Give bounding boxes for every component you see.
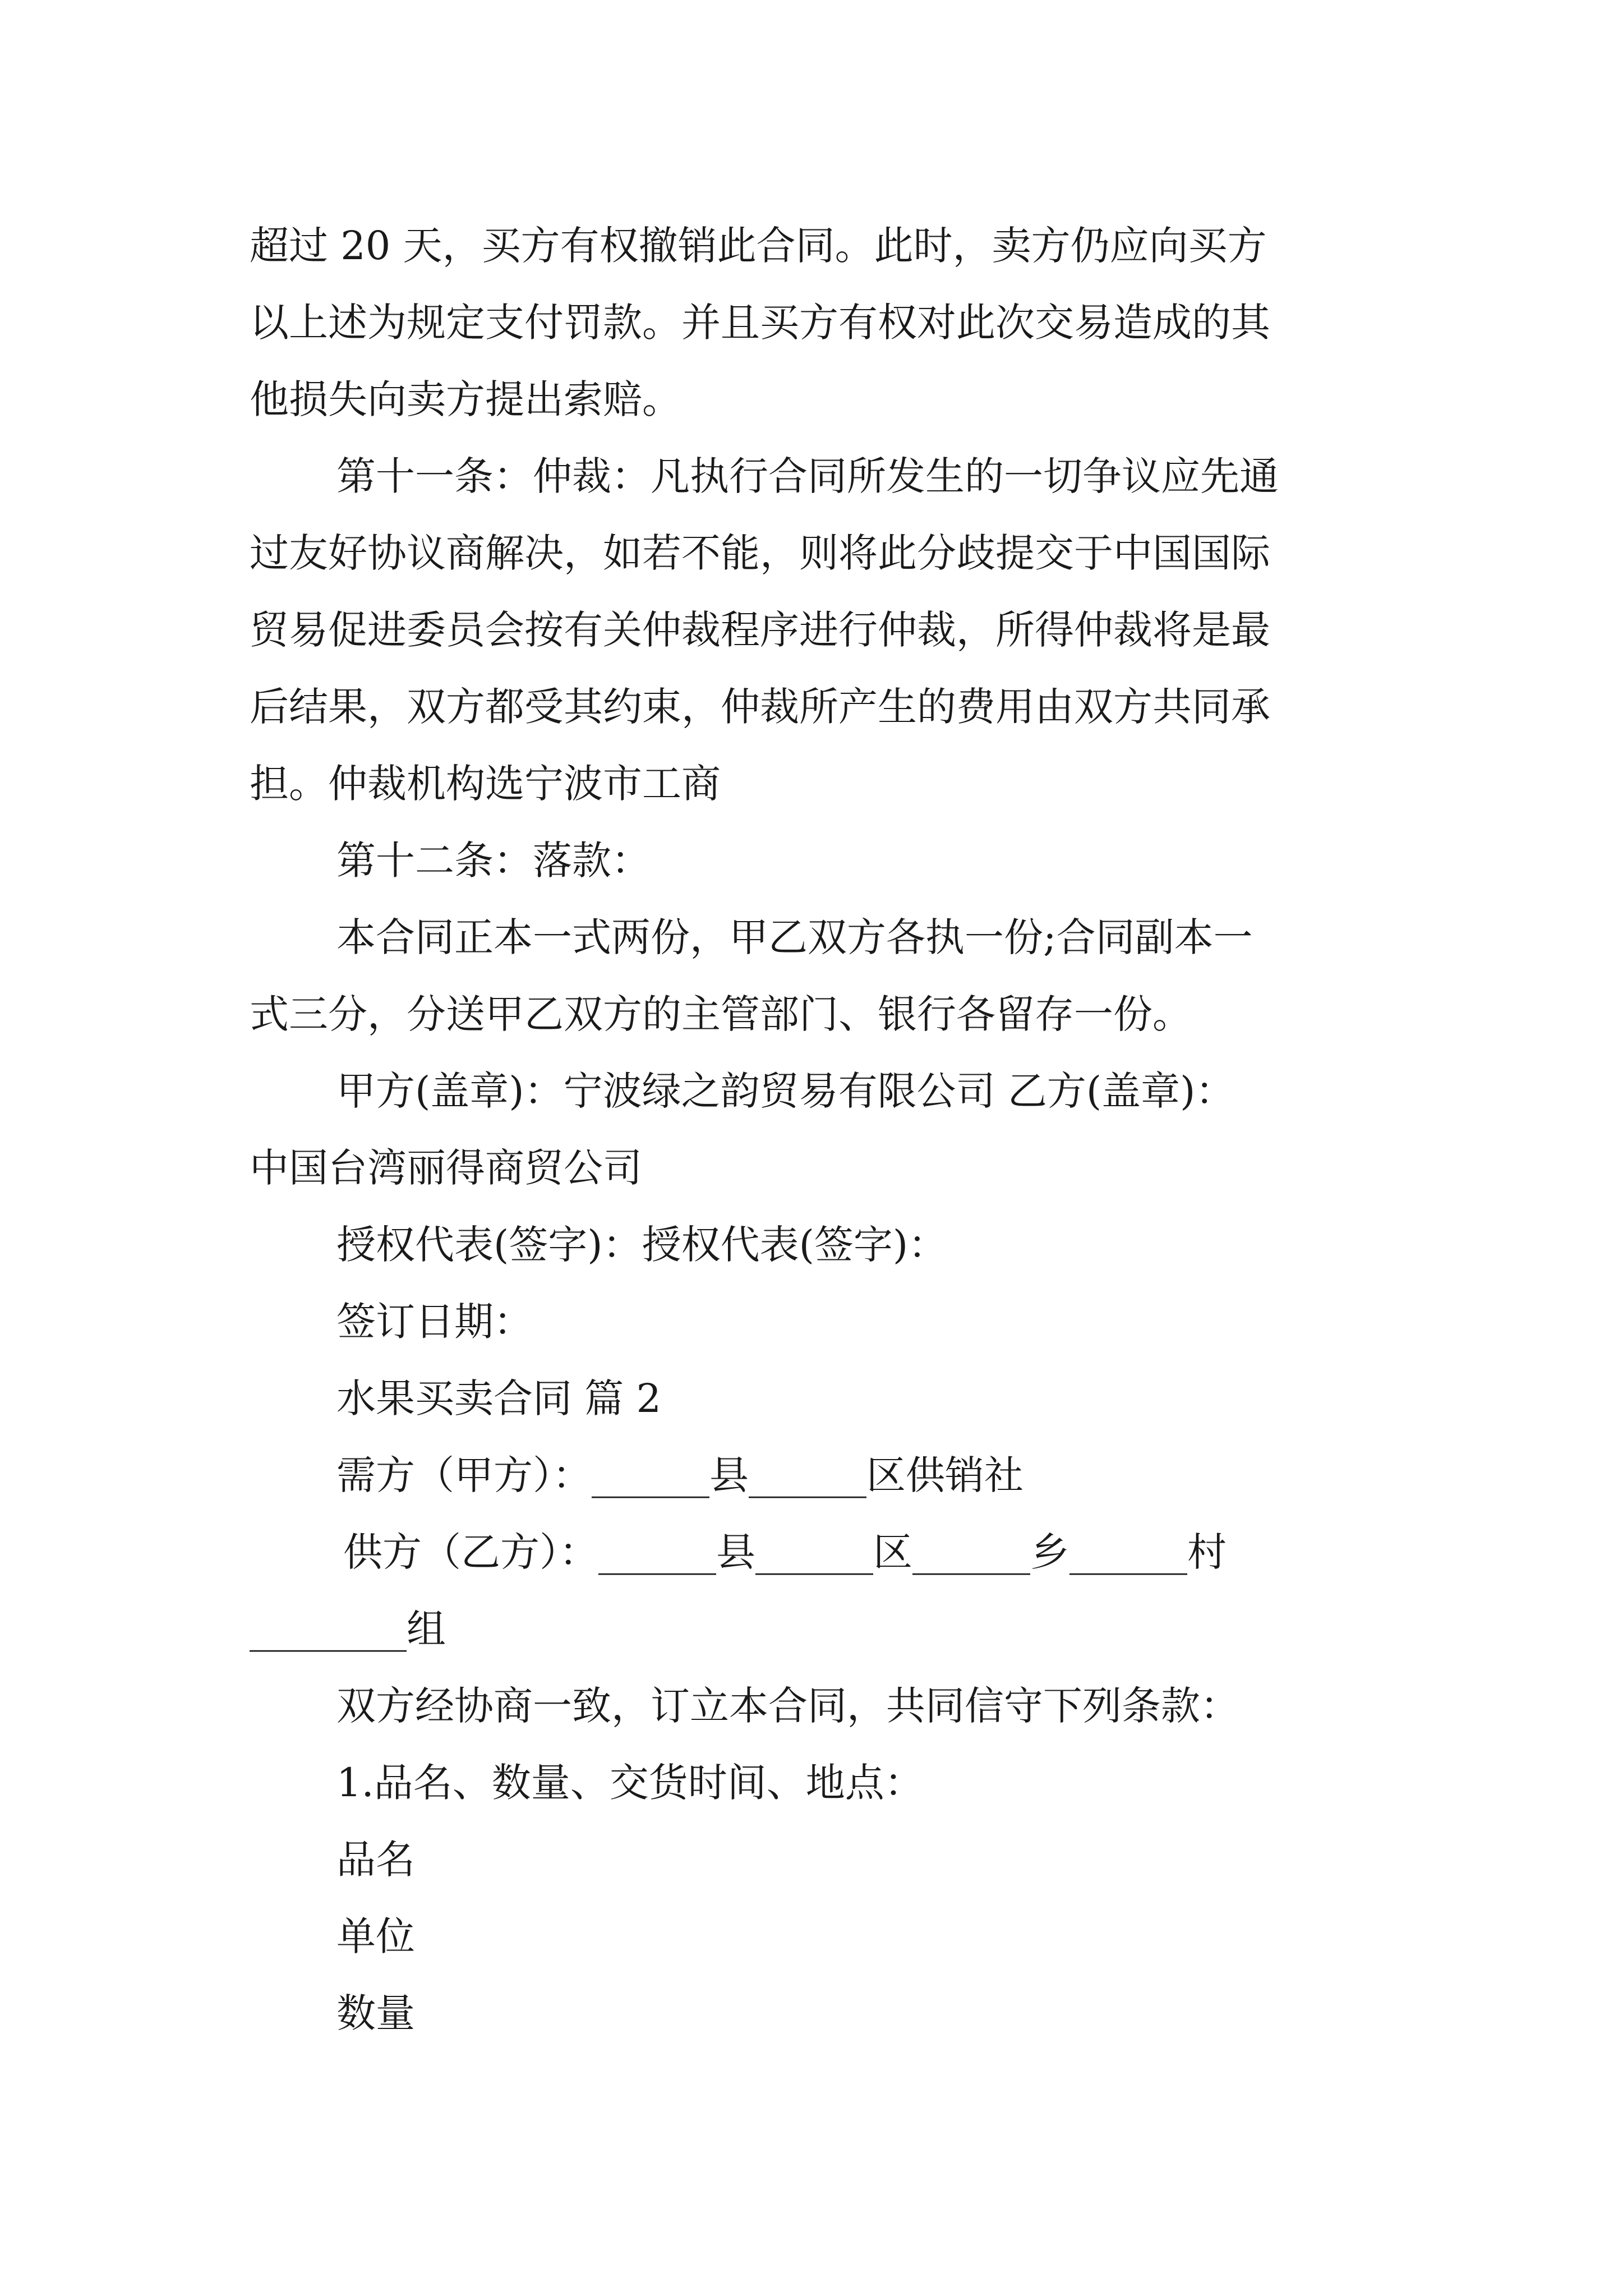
text-line: 后结果，双方都受其约束，仲裁所产生的费用由双方共同承 bbox=[250, 684, 1270, 730]
text-line: 授权代表(签字)：授权代表(签字)： bbox=[336, 1222, 948, 1268]
text-line: 过友好协议商解决，如若不能，则将此分歧提交于中国国际 bbox=[250, 530, 1270, 576]
text-line: 品名 bbox=[336, 1837, 415, 1883]
text-line: 水果买卖合同 篇 2 bbox=[336, 1375, 662, 1421]
text-line: 超过 20 天，买方有权撤销此合同。此时，卖方仍应向买方 bbox=[250, 223, 1267, 269]
text-line: 1.品名、数量、交货时间、地点： bbox=[336, 1760, 924, 1806]
text-line: 数量 bbox=[336, 1990, 415, 2036]
text-line: 式三分，分送甲乙双方的主管部门、银行各留存一份。 bbox=[250, 991, 1192, 1037]
text-line: 担。仲裁机构选宁波市工商 bbox=[250, 761, 721, 807]
text-line: 单位 bbox=[336, 1913, 415, 1959]
text-line: 贸易促进委员会按有关仲裁程序进行仲裁，所得仲裁将是最 bbox=[250, 607, 1270, 653]
text-line: 中国台湾丽得商贸公司 bbox=[250, 1145, 642, 1191]
text-line: 以上述为规定支付罚款。并且买方有权对此次交易造成的其 bbox=[250, 300, 1270, 346]
text-line: 第十一条：仲裁：凡执行合同所发生的一切争议应先通 bbox=[336, 453, 1279, 499]
text-line: 本合同正本一式两份，甲乙双方各执一份;合同副本一 bbox=[336, 914, 1253, 960]
text-line: 第十二条：落款： bbox=[336, 838, 651, 884]
text-line: 签订日期： bbox=[336, 1299, 533, 1345]
text-line: 供方（乙方）：______县______区______乡______村 bbox=[343, 1529, 1227, 1575]
text-line: 他损失向卖方提出索赔。 bbox=[250, 376, 681, 422]
text-line: ________组 bbox=[250, 1606, 446, 1652]
text-line: 需方（甲方）：______县______区供销社 bbox=[336, 1452, 1023, 1498]
text-line: 甲方(盖章)：宁波绿之韵贸易有限公司 乙方(盖章)： bbox=[336, 1068, 1235, 1114]
text-line: 双方经协商一致，订立本合同，共同信守下列条款： bbox=[336, 1683, 1239, 1729]
